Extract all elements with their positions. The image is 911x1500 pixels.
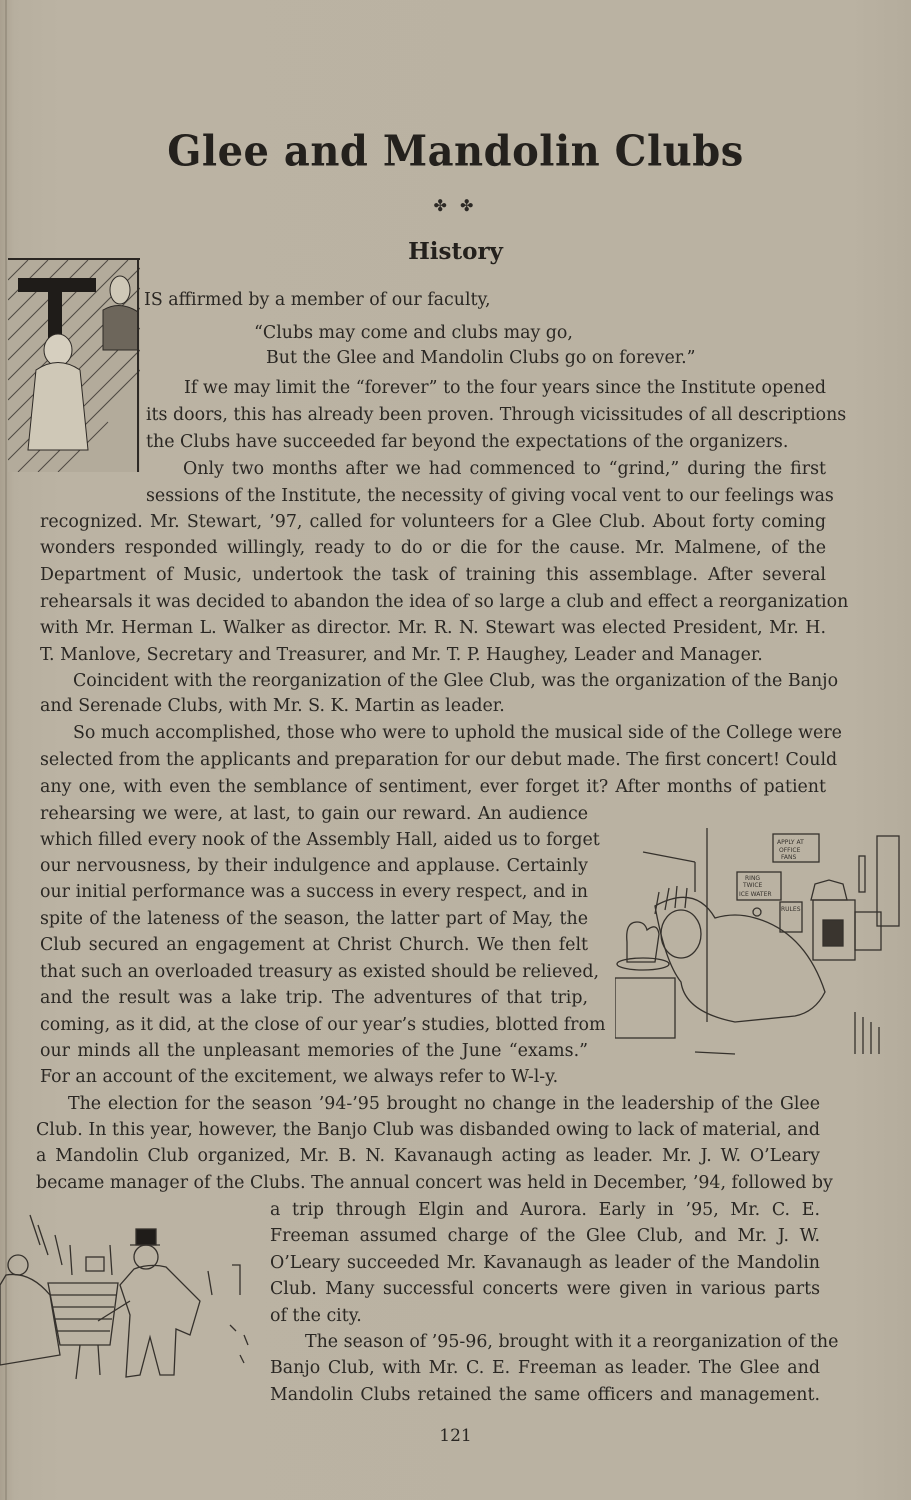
- text-line: For an account of the excitement, we always refer to W-l-y.: [40, 1067, 559, 1087]
- text-line: with Mr. Herman L. Walker as director. Mr. R. N. Stewart was elected President, Mr. H.: [40, 618, 826, 638]
- text-line: T. Manlove, Secretary and Treasurer, and Mr. T. P. Haughey, Leader and Manager.: [40, 645, 763, 665]
- text-line: the Clubs have succeeded far beyond the expectations of the organizers.: [146, 432, 789, 452]
- text-line: Freeman assumed charge of the Glee Club, and Mr. J. W.: [270, 1226, 820, 1246]
- text-line: its doors, this has already been proven. Through vicissitudes of all descriptions: [146, 405, 847, 425]
- text-line: Club. Many successful concerts were given in various parts: [270, 1279, 820, 1299]
- svg-text:RING: RING: [745, 875, 761, 882]
- text-line: became manager of the Clubs. The annual concert was held in December, ’94, followed by: [36, 1173, 833, 1193]
- text-line: rehearsing we were, at last, to gain our reward. An audience: [40, 804, 588, 824]
- page-title: Glee and Mandolin Clubs: [167, 126, 744, 177]
- text-line: Only two months after we had commenced to “grind,” during the first: [183, 459, 826, 479]
- svg-text:TWICE: TWICE: [743, 882, 763, 889]
- text-line: recognized. Mr. Stewart, ’97, called for volunteers for a Glee Club. About forty coming: [40, 512, 826, 532]
- text-line: a trip through Elgin and Aurora. Early in ’95, Mr. C. E.: [270, 1200, 820, 1220]
- dropcap-t-icon: [8, 260, 140, 472]
- svg-text:OFFICE: OFFICE: [779, 847, 801, 854]
- text-line: wonders responded willingly, ready to do or die for the cause. Mr. Malmene, of the: [40, 538, 826, 558]
- text-line: spite of the lateness of the season, the latter part of May, the: [40, 909, 588, 929]
- section-heading: History: [408, 238, 503, 265]
- text-line: coming, as it did, at the close of our year’s studies, blotted from: [40, 1015, 606, 1035]
- text-line: a Mandolin Club organized, Mr. B. N. Kavanaugh acting as leader. Mr. J. W. O’Leary: [36, 1146, 820, 1166]
- text-line: any one, with even the semblance of sentiment, ever forget it? After months of patient: [40, 777, 826, 797]
- text-line: Club. In this year, however, the Banjo Club was disbanded owing to lack of material, and: [36, 1120, 820, 1140]
- text-line: Mandolin Clubs retained the same officers and management.: [270, 1385, 820, 1405]
- text-line: which filled every nook of the Assembly Hall, aided us to forget: [40, 830, 600, 850]
- dropcap-illustration: [8, 258, 140, 472]
- text-line: our initial performance was a success in every respect, and in: [40, 882, 588, 902]
- text-line: our minds all the unpleasant memories of the June “exams.”: [40, 1041, 588, 1061]
- text-line: Department of Music, undertook the task of training this assemblage. After several: [40, 565, 826, 585]
- text-line: our nervousness, by their indulgence and applause. Certainly: [40, 856, 588, 876]
- svg-text:FANS: FANS: [781, 854, 797, 861]
- text-line: rehearsals it was decided to abandon the idea of so large a club and effect a reorganization: [40, 592, 849, 612]
- text-line: selected from the applicants and preparation for our debut made. The first concert! Could: [40, 750, 838, 770]
- text-line: “Clubs may come and clubs may go,: [254, 323, 573, 343]
- svg-text:ICE WATER: ICE WATER: [739, 891, 772, 898]
- svg-text:APPLY AT: APPLY AT: [777, 839, 804, 846]
- text-line: O’Leary succeeded Mr. Kavanaugh as leader of the Mandolin: [270, 1253, 820, 1273]
- ornament-divider: ✤ ✤: [433, 196, 478, 215]
- text-line: IS affirmed by a member of our faculty,: [144, 290, 491, 310]
- text-line: sessions of the Institute, the necessity of giving vocal vent to our feelings was: [146, 486, 834, 506]
- svg-text:RULES: RULES: [781, 906, 801, 913]
- text-line: Coincident with the reorganization of the Glee Club, was the organization of the Banjo: [73, 671, 839, 691]
- text-line: Banjo Club, with Mr. C. E. Freeman as leader. The Glee and: [270, 1358, 820, 1378]
- text-line: and Serenade Clubs, with Mr. S. K. Martin as leader.: [40, 696, 505, 716]
- text-line: If we may limit the “forever” to the four years since the Institute opened: [184, 378, 826, 398]
- sick-man-illustration: [615, 822, 905, 1062]
- page-number: 121: [439, 1426, 472, 1446]
- text-line: So much accomplished, those who were to uphold the musical side of the College were: [73, 723, 842, 743]
- text-line: Club secured an engagement at Christ Church. We then felt: [40, 935, 588, 955]
- text-line: The election for the season ’94-’95 brought no change in the leadership of the Glee: [68, 1094, 820, 1114]
- text-line: that such an overloaded treasury as existed should be relieved,: [40, 962, 600, 982]
- text-line: and the result was a lake trip. The adventures of that trip,: [40, 988, 588, 1008]
- park-scene-illustration: [0, 1205, 262, 1390]
- bed-scene-icon: [615, 822, 905, 1062]
- text-line: of the city.: [270, 1306, 362, 1326]
- text-line: But the Glee and Mandolin Clubs go on forever.”: [266, 348, 696, 368]
- text-line: The season of ’95-96, brought with it a reorganization of the: [305, 1332, 839, 1352]
- top-hat-man-icon: [0, 1205, 262, 1390]
